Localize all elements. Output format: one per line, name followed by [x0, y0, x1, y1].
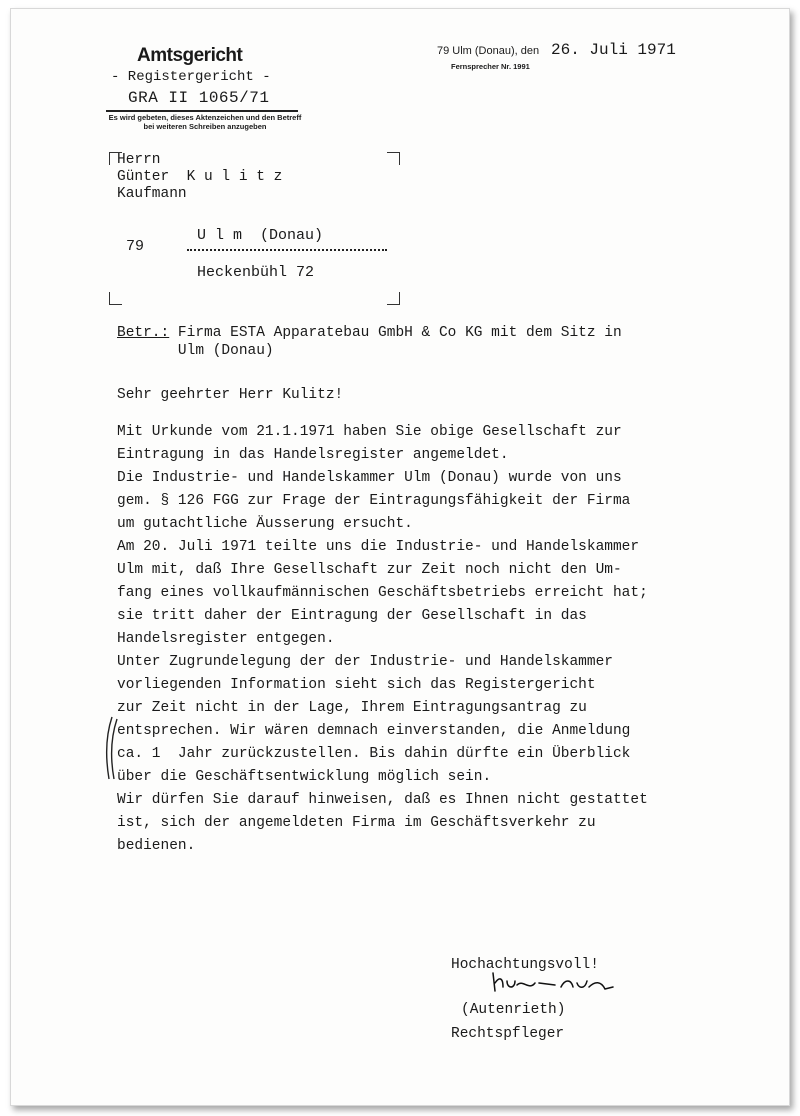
- greeting: Sehr geehrter Herr Kulitz!: [117, 387, 344, 403]
- recipient-salutation: Herrn: [117, 152, 161, 168]
- address-window-corner: [387, 292, 400, 305]
- letter-page: [10, 8, 790, 1106]
- recipient-city: U l m (Donau): [197, 227, 324, 244]
- recipient-street: Heckenbühl 72: [197, 264, 315, 281]
- reference-hint: Es wird gebeten, dieses Aktenzeichen und den Betreff bei weiteren Schreiben anzugeben: [108, 113, 302, 131]
- body-line: über die Geschäftsentwicklung möglich sein.: [117, 769, 492, 785]
- body-line: Die Industrie- und Handelskammer Ulm (Donau) wurde von uns: [117, 470, 622, 486]
- address-window-corner: [109, 292, 122, 305]
- body-line: Wir dürfen Sie darauf hinweisen, daß es Ihnen nicht gestattet: [117, 792, 648, 808]
- body-line: vorliegenden Information sieht sich das Registergericht: [117, 677, 596, 693]
- body-line: sie tritt daher der Eintragung der Gesellschaft in das: [117, 608, 587, 624]
- body-line: Unter Zugrundelegung der der Industrie- und Handelskammer: [117, 654, 613, 670]
- subject-block: [117, 324, 622, 360]
- signer-name: (Autenrieth): [461, 1001, 566, 1018]
- margin-mark-icon: [103, 715, 119, 781]
- body-line: Ulm mit, daß Ihre Gesellschaft zur Zeit noch nicht den Um-: [117, 562, 622, 578]
- closing-regards: Hochachtungsvoll!: [451, 957, 599, 973]
- handwritten-signature-icon: [489, 967, 619, 997]
- body-line: Eintragung in das Handelsregister angemeldet.: [117, 447, 509, 463]
- body-line: Mit Urkunde vom 21.1.1971 haben Sie obige Gesellschaft zur: [117, 424, 622, 440]
- letter-place: 79 Ulm (Donau), den: [437, 45, 540, 57]
- court-name: Amtsgericht: [137, 45, 243, 66]
- body-line: zur Zeit nicht in der Lage, Ihrem Eintragungsantrag zu: [117, 700, 587, 716]
- signer-title: Rechtspfleger: [451, 1026, 565, 1042]
- reference-underline: [106, 110, 298, 112]
- body-line: um gutachtliche Äusserung ersucht.: [117, 516, 413, 532]
- recipient-name: Günter K u l i t z: [117, 169, 283, 185]
- recipient-postal-code: 79: [126, 238, 145, 255]
- body-line: ca. 1 Jahr zurückzustellen. Bis dahin dürfte ein Überblick: [117, 746, 631, 762]
- recipient-occupation: Kaufmann: [117, 186, 187, 202]
- phone-number: Fernsprecher Nr. 1991: [451, 62, 530, 71]
- subject-line-2: Ulm (Donau): [177, 343, 274, 359]
- body-line: Am 20. Juli 1971 teilte uns die Industrie- und Handelskammer: [117, 539, 640, 555]
- court-department: - Registergericht -: [111, 69, 271, 85]
- file-reference: GRA II 1065/71: [128, 89, 270, 107]
- subject-line-1: Firma ESTA Apparatebau GmbH & Co KG mit dem Sitz in: [177, 325, 622, 341]
- body-line: bedienen.: [117, 838, 196, 854]
- body-line: fang eines vollkaufmännischen Geschäftsbetriebs erreicht hat;: [117, 585, 648, 601]
- address-window-corner: [387, 152, 400, 165]
- body-line: Handelsregister entgegen.: [117, 631, 335, 647]
- letter-date: 26. Juli 1971: [551, 41, 676, 59]
- city-dotted-line: [187, 249, 387, 251]
- subject-label: Betr.:: [117, 325, 170, 341]
- body-line: gem. § 126 FGG zur Frage der Eintragungsfähigkeit der Firma: [117, 493, 631, 509]
- body-line: entsprechen. Wir wären demnach einverstanden, die Anmeldung: [117, 723, 631, 739]
- body-line: ist, sich der angemeldeten Firma im Geschäftsverkehr zu: [117, 815, 596, 831]
- letter-body: [117, 421, 648, 858]
